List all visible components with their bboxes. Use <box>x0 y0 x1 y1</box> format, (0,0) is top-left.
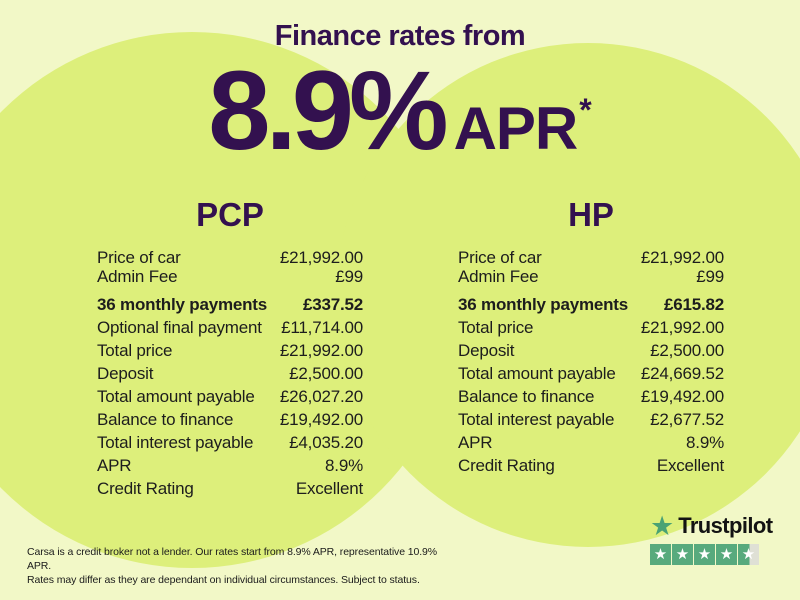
row-label: Optional final payment <box>97 317 262 337</box>
rate-value: 8.9% <box>208 48 444 173</box>
table-row <box>458 339 724 362</box>
rate-footnote-asterisk: * <box>579 92 592 128</box>
row-value: £26,027.20 <box>279 386 363 406</box>
row-value: £99 <box>335 266 363 286</box>
row-value: £11,714.00 <box>281 317 363 337</box>
table-row <box>97 248 363 267</box>
hp-column <box>458 196 724 477</box>
hp-column-title: HP <box>568 196 614 233</box>
table-row <box>458 408 724 431</box>
trustpilot-rating-stars <box>650 544 775 565</box>
row-label: 36 monthly payments <box>458 294 629 314</box>
row-value: £21,992.00 <box>640 247 724 267</box>
rating-star-icon: ★ <box>719 546 734 563</box>
pcp-column <box>97 196 363 500</box>
table-row <box>458 316 724 339</box>
disclaimer-line-1: Carsa is a credit broker not a lender. Our rates start from 8.9% APR, representative 10.9% APR. <box>27 546 438 573</box>
row-label: Total price <box>97 340 173 360</box>
rating-star-box <box>716 544 737 565</box>
table-row <box>97 477 363 500</box>
row-label: Total amount payable <box>458 363 616 383</box>
disclaimer-line-2: Rates may differ as they are dependant on individual circumstances. Subject to status. <box>27 574 420 587</box>
row-label: Balance to finance <box>458 386 595 406</box>
row-label: Price of car <box>458 247 542 267</box>
row-value: Excellent <box>295 478 363 498</box>
row-value: £19,492.00 <box>279 409 363 429</box>
table-row <box>97 267 363 286</box>
table-row <box>97 431 363 454</box>
pcp-column-title: PCP <box>196 196 264 233</box>
row-label: Deposit <box>97 363 154 383</box>
table-row <box>97 385 363 408</box>
row-label: APR <box>97 455 132 475</box>
row-value: £99 <box>696 266 724 286</box>
trustpilot-badge <box>650 510 775 565</box>
row-label: Price of car <box>97 247 181 267</box>
rating-star-box <box>672 544 693 565</box>
rate-apr-label: APR <box>453 95 578 162</box>
row-value: £2,500.00 <box>289 363 363 383</box>
table-row <box>458 267 724 286</box>
row-value: £21,992.00 <box>279 340 363 360</box>
page-title: Finance rates from <box>274 20 526 52</box>
table-row <box>97 408 363 431</box>
row-label: Balance to finance <box>97 409 234 429</box>
table-row <box>458 454 724 477</box>
rating-star-icon: ★ <box>653 546 668 563</box>
table-row <box>97 362 363 385</box>
table-row-monthly-payment <box>458 293 724 316</box>
row-value: £2,500.00 <box>650 340 724 360</box>
rating-star-box <box>694 544 715 565</box>
row-value: £615.82 <box>663 294 724 314</box>
row-label: Deposit <box>458 340 515 360</box>
row-value: £4,035.20 <box>289 432 363 452</box>
rating-star-icon: ★ <box>697 546 712 563</box>
legal-disclaimer <box>27 545 457 587</box>
row-label: Total amount payable <box>97 386 255 406</box>
row-label: Admin Fee <box>97 266 178 286</box>
trustpilot-logo <box>650 510 775 542</box>
row-label: Total interest payable <box>97 432 254 452</box>
rating-star-box-half <box>738 544 759 565</box>
row-label: Admin Fee <box>458 266 539 286</box>
rating-star-icon: ★ <box>675 546 690 563</box>
row-value: £21,992.00 <box>640 317 724 337</box>
row-value: £21,992.00 <box>279 247 363 267</box>
row-label: Credit Rating <box>458 455 555 475</box>
table-row <box>458 431 724 454</box>
table-row <box>458 362 724 385</box>
table-row <box>458 248 724 267</box>
row-label: APR <box>458 432 493 452</box>
row-value: £337.52 <box>302 294 363 314</box>
table-row <box>97 454 363 477</box>
row-label: Total price <box>458 317 534 337</box>
row-value: £19,492.00 <box>640 386 724 406</box>
table-row-monthly-payment <box>97 293 363 316</box>
row-value: £2,677.52 <box>650 409 724 429</box>
trustpilot-brand-text: Trustpilot <box>678 513 773 538</box>
table-row <box>97 316 363 339</box>
row-label: Total interest payable <box>458 409 615 429</box>
table-row <box>97 339 363 362</box>
row-label: 36 monthly payments <box>97 294 268 314</box>
row-value: Excellent <box>656 455 724 475</box>
row-value: £24,669.52 <box>640 363 724 383</box>
table-row <box>458 385 724 408</box>
trustpilot-star-icon: ★ <box>650 510 675 541</box>
row-label: Credit Rating <box>97 478 194 498</box>
rating-star-icon: ★ <box>741 546 756 563</box>
rating-star-box <box>650 544 671 565</box>
hp-table <box>458 248 724 477</box>
row-value: 8.9% <box>686 432 724 452</box>
finance-rate-headline <box>0 48 800 173</box>
row-value: 8.9% <box>325 455 363 475</box>
pcp-table <box>97 248 363 500</box>
